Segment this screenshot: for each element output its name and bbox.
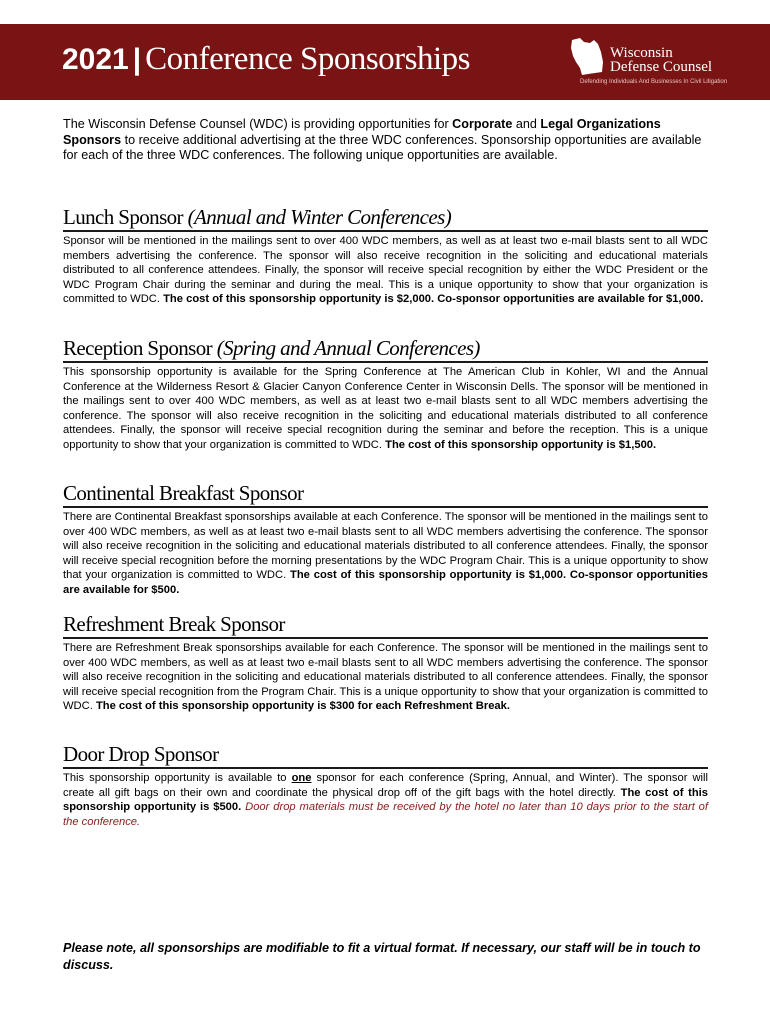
wisconsin-map-icon [568, 34, 608, 78]
title-text: Conference Sponsorships [145, 41, 471, 77]
wdc-logo [568, 34, 728, 90]
intro-bold-legal: Legal Organizations Sponsors [63, 117, 661, 147]
body-text: This sponsorship opportunity is available to [63, 772, 292, 784]
cost-text: The cost of this sponsorship opportunity is $1,500. [385, 438, 657, 451]
section-reception [63, 337, 708, 453]
body-text: There are Continental Breakfast sponsorships available at each Conference. The sponsor will be mentioned in the mailings sent to over 400 WDC members, as well as at least two e-mail blasts sent to all WDC members advertising the conference. The sponsor will also receive recognition in the soliciting and educational materials distributed to all conference attendees. Finally, the sponsor will receive special recognition before the morning presentations by the WDC Program Chair. This is a unique opportunity to show that your organization is committed to WDC. [63, 511, 708, 582]
body-text: sponsor for each conference (Spring, Annual, and Winter). The sponsor will create all gift bags on their own and coordinate the physical drop off of the gift bags with the hotel directly. [63, 772, 708, 799]
section-body [63, 234, 708, 307]
section-subtitle: (Spring and Annual Conferences) [216, 336, 480, 360]
cost-text: The cost of this sponsorship opportunity is $1,000. Co-sponsor opportunities are available for $500. [63, 569, 708, 596]
section-title [63, 206, 708, 232]
section-title-text: Reception Sponsor [63, 336, 213, 360]
cost-text: The cost of this sponsorship opportunity is $300 for each Refreshment Break. [95, 700, 510, 713]
title-year: 2021 [62, 43, 129, 76]
section-title: Door Drop Sponsor [63, 743, 708, 769]
section-title: Refreshment Break Sponsor [63, 613, 708, 639]
intro-text: to receive additional advertising at the three WDC conferences. Sponsorship opportunities are available for each of the three WDC conferences. The following unique opportunities are available. [63, 132, 702, 162]
deadline-note: Door drop materials must be received by the hotel no later than 10 days prior to the start of the conference. [63, 801, 709, 828]
section-title [63, 337, 708, 363]
cost-text: The cost of this sponsorship opportunity is $500. [63, 786, 709, 814]
footer-note: Please note, all sponsorships are modifiable to fit a virtual format. If necessary, our staff will be in touch to discuss. [63, 941, 701, 972]
intro-paragraph [63, 117, 708, 164]
cost-text: The cost of this sponsorship opportunity is $2,000. Co-sponsor opportunities are available for $1,000. [163, 293, 704, 306]
page-title [62, 41, 470, 78]
section-body [63, 510, 708, 598]
section-breakfast [63, 482, 708, 598]
section-body [63, 771, 708, 829]
body-text: This sponsorship opportunity is available for the Spring Conference at The American Club in Kohler, WI and the Annual Conference at the Wilderness Resort & Glacier Canyon Conference Center in Wisconsin Dells. The sponsor will be mentioned in the mailings sent to over 400 WDC members, as well as at least two e-mail blasts sent to all WDC members advertising the conference. The sponsor will also receive recognition in the soliciting and educational materials distributed to all conference attendees. Finally, the sponsor will receive special recognition during the seminar and before the reception. This is a unique opportunity to show that your organization is committed to WDC. [63, 366, 708, 451]
intro-bold-corporate: Corporate [452, 117, 513, 131]
section-refreshment [63, 613, 708, 714]
body-emphasis-one: one [291, 772, 312, 784]
section-lunch [63, 206, 708, 307]
intro-text: The Wisconsin Defense Counsel (WDC) is providing opportunities for [63, 117, 453, 131]
logo-line1: Wisconsin [610, 45, 673, 61]
section-body [63, 365, 708, 453]
section-body [63, 641, 708, 714]
intro-text: and [512, 117, 541, 131]
body-text: Sponsor will be mentioned in the mailings sent to over 400 WDC members, as well as at least two e-mail blasts sent to all WDC members advertising the conference. The sponsor will also receive recognition in the soliciting and educational materials distributed to all conference attendees. Finally, the sponsor will receive special recognition by either the WDC President or the WDC Program Chair during the seminar and during the meal. This is a unique opportunity to show that your organization is committed to WDC. [63, 235, 708, 306]
title-separator: | [132, 43, 142, 76]
section-subtitle: (Annual and Winter Conferences) [187, 205, 452, 229]
section-title: Continental Breakfast Sponsor [63, 482, 708, 508]
logo-line2: Defense Counsel [610, 59, 713, 75]
logo-tagline: Defending Individuals And Businesses In Civil Litigation [580, 79, 728, 85]
section-door-drop [63, 743, 708, 829]
section-title-text: Lunch Sponsor [63, 205, 183, 229]
body-text: There are Refreshment Break sponsorships available for each Conference. The sponsor will be mentioned in the mailings sent to over 400 WDC members, as well as at least two e-mail blasts sent to all WDC members advertising the conference. The sponsor will also receive recognition in the soliciting and educational materials distributed to all conference attendees. Finally, the sponsor will receive special recognition from the Program Chair. This is a unique opportunity to show that your organization is committed to WDC. [63, 642, 708, 713]
